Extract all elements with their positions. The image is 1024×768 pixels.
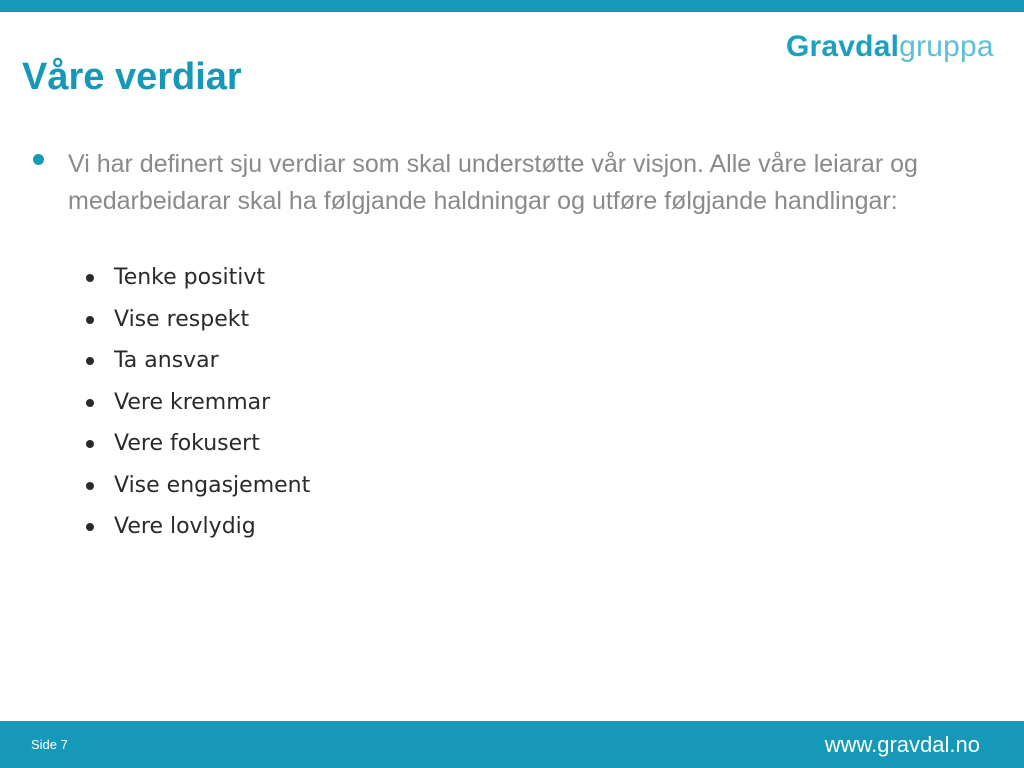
bullet-dot-icon [86, 440, 94, 448]
footer-bar [0, 721, 1024, 768]
logo-text-strong: Gravdal [786, 30, 900, 63]
value-label: Vere kremmar [114, 389, 271, 415]
value-label: Ta ansvar [114, 348, 219, 373]
list-item [80, 262, 680, 304]
list-item [80, 470, 680, 512]
bullet-dot-icon [86, 523, 94, 531]
bullet-dot-icon [33, 154, 44, 165]
company-logo [786, 30, 994, 70]
list-item [80, 304, 680, 346]
list-item [80, 511, 680, 553]
value-label: Tenke positivt [114, 265, 266, 290]
logo-text-light: gruppa [899, 30, 994, 63]
bullet-dot-icon [86, 357, 94, 365]
top-accent-bar [0, 0, 1024, 12]
bullet-dot-icon [86, 482, 94, 490]
value-label: Vere lovlydig [114, 514, 256, 539]
list-item [80, 428, 680, 470]
intro-text: Vi har definert sju verdiar som skal understøtte vår visjon. Alle våre leiarar og medarbeidarar skal ha følgjande haldningar og utføre følgjande handlingar: [68, 150, 918, 215]
value-label: Vise engasjement [114, 472, 311, 498]
list-item [80, 345, 680, 387]
values-list [80, 262, 680, 553]
value-label: Vere fokusert [114, 431, 260, 456]
bullet-dot-icon [86, 316, 94, 324]
bullet-dot-icon [86, 274, 94, 282]
slide-title: Våre verdiar [22, 56, 242, 98]
value-label: Vise respekt [114, 306, 250, 332]
website-link[interactable]: www.gravdal.no [824, 732, 980, 757]
list-item [80, 387, 680, 429]
page-number: Side 7 [31, 737, 68, 752]
bullet-dot-icon [86, 399, 94, 407]
